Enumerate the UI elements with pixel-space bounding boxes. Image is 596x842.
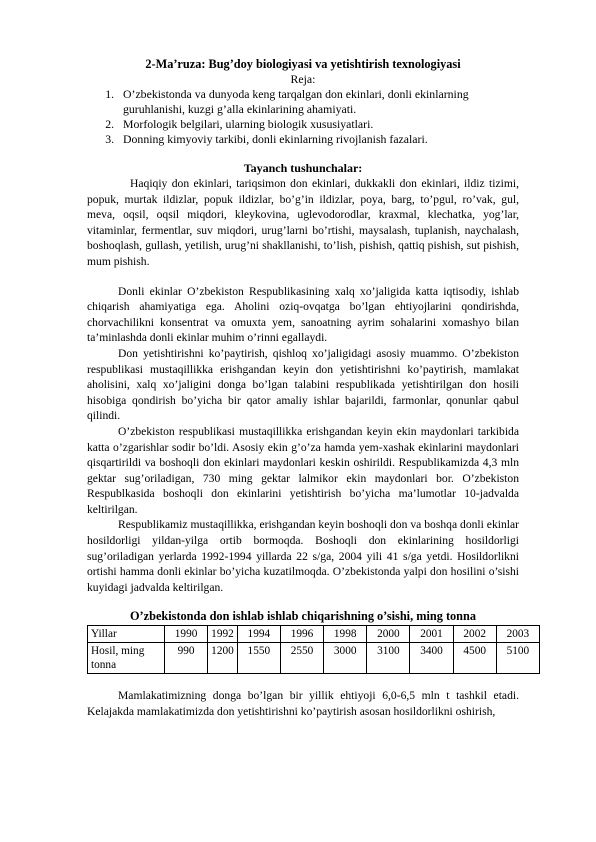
table-cell: 2003 [496, 626, 539, 643]
table-row [88, 643, 540, 674]
plan-item: 1. O’zbekistonda va dunyoda keng tarqalgan don ekinlari, donli ekinlarning guruhlanishi, kuzgi g’alla ekinlarining ahamiyati. [117, 87, 519, 117]
table-cell: 2001 [410, 626, 453, 643]
table-cell: 1996 [280, 626, 323, 643]
keywords-heading: Tayanch tushunchalar: [243, 161, 363, 175]
table-cell: 3000 [324, 643, 367, 674]
table-cell: 1992 [208, 626, 238, 643]
body-paragraph: Respublikamiz mustaqillikka, erishgandan keyin boshoqli don va boshqa donli ekinlar hosildorligi yildan-yilga ortib bormoqda. Boshoqli don ekinlarining hosildorligi sug’oriladigan yerlarda 1992-1994 yillarda 22 s/ga, 2004 yili 41 s/ga yetdi. Hosildorlikni ortishi hamma donli ekinlar bo’yicha kuzatilmoqda. O’zbekistonda yalpi don hosilini o’sishi kuyidagi jadvalda keltirilgan. [87, 518, 519, 594]
body-paragraph: Don yetishtirishni ko’paytirish, qishloq xo’jaligidagi asosiy muammo. O’zbekiston respublikasi mustaqillikka erishgandan keyin don yetishtirishni ko’paytirish, mamlakat aholisini, xalq xo’jaligini donga bo’lgan talabini respublikada yetishtirilgan don hosili hisobiga qondirish bo’yicha bir qator amaliy ishlar bajarildi, farmonlar, qonunlar qabul qilindi. [87, 346, 519, 423]
table-cell: 1998 [324, 626, 367, 643]
body-paragraph: Donli ekinlar O’zbekiston Respublikasining xalq xo’jaligida katta iqtisodiy, ishlab chiqarish ahamiyatiga ega. Aholini oziq-ovqatga bo’lgan ehtiyojlarini qondirishda, chorvachilikni konsentrat va omuxta yem, sanoatning ayrim sohalarini xomashyo bilan ta’minlashda donli ekinlar muhim o’rinni egallaydi. [87, 284, 519, 345]
table-row-label: Yillar [88, 626, 165, 643]
table-cell: 2000 [367, 626, 410, 643]
body-paragraph: O’zbekiston respublikasi mustaqillikka erishgandan keyin ekin maydonlari tarkibida katta o’zgarishlar sodir bo’ldi. Asosiy ekin g’o’za hamda yem-xashak ekinlarini maydonlari qisqartirildi va boshoqli don ekinlari maydonlari keskin oshirildi. Respublikamizda 4,3 mln gektar sug’oriladigan, 730 ming gektar lalmikor ekin maydonlari bor. O’zbekiston Respublkasida boshoqli don ekinlarini yetishtirish bo’yicha ma’lumotlar 10-jadvalda keltirilgan. [87, 424, 519, 516]
table-row [88, 626, 540, 643]
plan-list [87, 87, 519, 147]
grain-production-table [87, 625, 540, 674]
table-cell: 3100 [367, 643, 410, 674]
lecture-title: 2-Ma’ruza: Bug’doy biologiyasi va yetishtirish texnologiyasi [145, 57, 461, 71]
plan-item: 2. Morfologik belgilari, ularning biologik xususiyatlari. [117, 117, 519, 132]
table-cell: 990 [165, 643, 208, 674]
table-cell: 3400 [410, 643, 453, 674]
table-cell: 2002 [453, 626, 496, 643]
table-row-label: Hosil, ming tonna [88, 643, 165, 674]
plan-heading: Reja: [290, 72, 316, 86]
table-cell: 1200 [208, 643, 238, 674]
keywords-paragraph: Haqiqiy don ekinlari, tariqsimon don ekinlari, dukkakli don ekinlari, ildiz tizimi, popuk, murtak ildizlar, popuk ildizlar, bo’g’in ildizlar, poya, barg, to’pgul, ro’vak, gul, meva, oqsil, oqsil miqdori, kleykovina, uglevodorodlar, kraxmal, klechatka, yog’lar, vitaminlar, fermentlar, suv miqdori, urug’larni bo’rtishi, maysalash, tuplanish, naychalash, boshoqlash, gullash, yetilish, urug’ni shakllanishi, to’lish, pishish, qattiq pishish, sut pishish, mum pishish. [87, 177, 519, 268]
table-cell: 4500 [453, 643, 496, 674]
table-cell: 1550 [237, 643, 280, 674]
table-cell: 1994 [237, 626, 280, 643]
table-caption: O’zbekistonda don ishlab ishlab chiqarishning o’sishi, ming tonna [129, 609, 477, 624]
table-cell: 5100 [496, 643, 539, 674]
table-cell: 1990 [165, 626, 208, 643]
plan-item: 3. Donning kimyoviy tarkibi, donli ekinlarning rivojlanish fazalari. [117, 132, 519, 147]
table-cell: 2550 [280, 643, 323, 674]
document-page [87, 57, 530, 720]
closing-paragraph: Mamlakatimizning donga bo’lgan bir yillik ehtiyoji 6,0-6,5 mln t tashkil etadi. Kelajakda mamlakatimizda don yetishtirishni ko’paytirish asosan hosildorlikni oshirish, [87, 689, 519, 719]
